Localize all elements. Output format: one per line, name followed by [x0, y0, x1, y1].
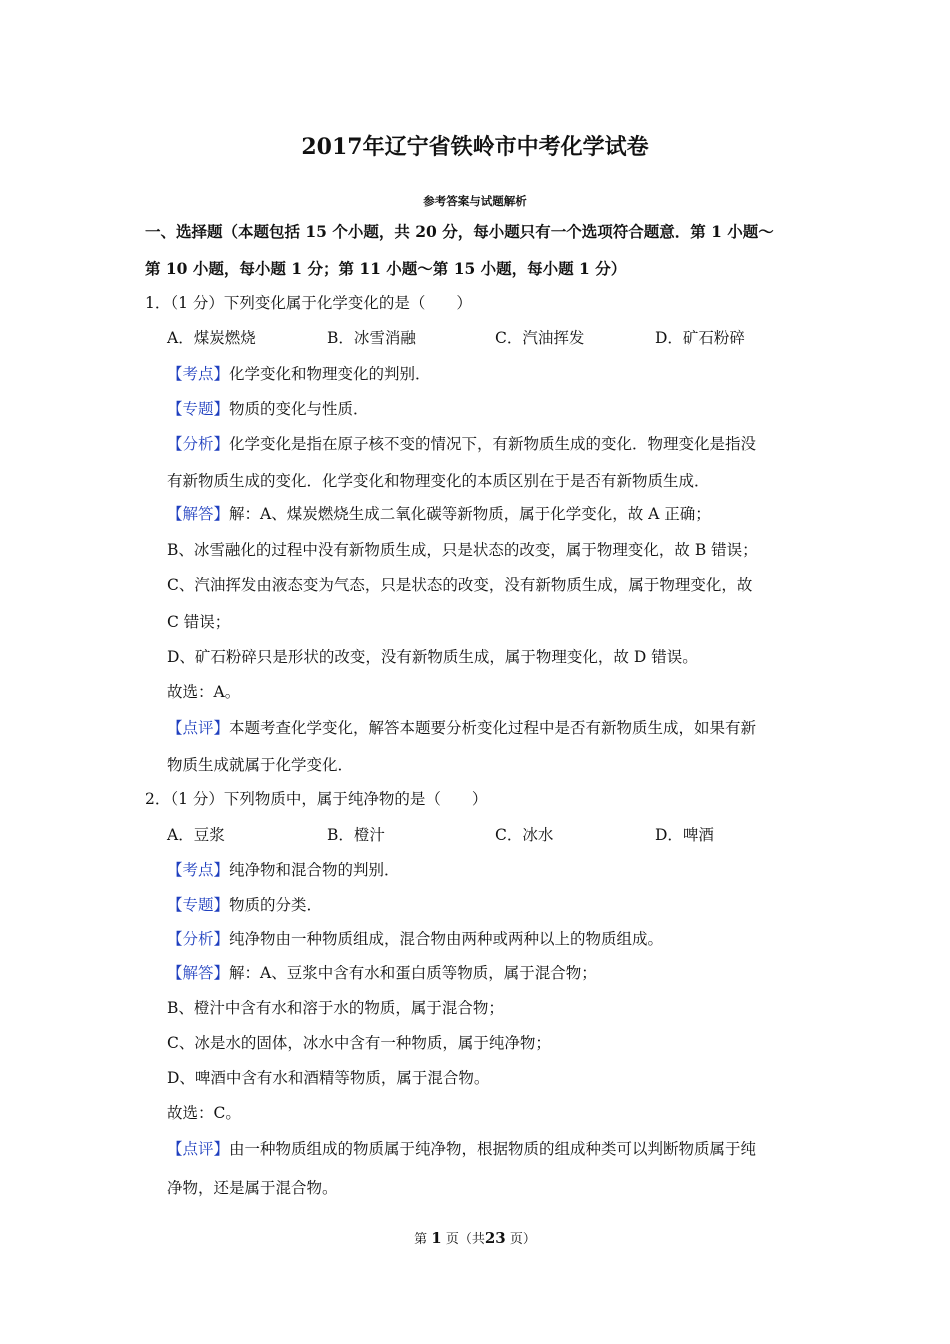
- q2-fenxi-tag: 【分析】: [167, 930, 230, 948]
- page-subtitle: 参考答案与试题解析: [423, 194, 527, 208]
- q2-answer: 故选：C。: [167, 1104, 241, 1122]
- q1-option-a: A．煤炭燃烧: [167, 329, 256, 347]
- q2-jieda-text-1: 解：A、豆浆中含有水和蛋白质等物质，属于混合物；: [229, 964, 597, 982]
- q2-zhuanti-text: 物质的分类．: [229, 896, 323, 914]
- q1-option-d: D．矿石粉碎: [655, 329, 745, 347]
- q1-jieda-text-1: 解：A、煤炭燃烧生成二氧化碳等新物质，属于化学变化，故 A 正确；: [229, 505, 711, 523]
- q1-jieda-text-5: D、矿石粉碎只是形状的改变，没有新物质生成，属于物理变化，故 D 错误。: [167, 648, 698, 666]
- q1-dianping: [167, 718, 756, 738]
- q2-dianping-text-2: 净物，还是属于混合物。: [167, 1179, 338, 1197]
- q1-jieda-tag: 【解答】: [167, 505, 230, 523]
- page-title: 2017年辽宁省铁岭市中考化学试卷: [301, 134, 649, 160]
- q2-option-c: C．冰水: [495, 826, 554, 844]
- q1-zhuanti-text: 物质的变化与性质．: [229, 400, 369, 418]
- q2-dianping: [167, 1139, 756, 1159]
- q1-stem: 1．（1 分）下列变化属于化学变化的是（ ）: [145, 294, 472, 312]
- footer-total-pages: 23: [484, 1229, 506, 1247]
- section-heading-line-2: 第 10 小题，每小题 1 分；第 11 小题～第 15 小题，每小题 1 分）: [145, 259, 627, 278]
- section-heading-line-1: 一、选择题（本题包括 15 个小题，共 20 分，每小题只有一个选项符合题意．第 1 小题～: [145, 222, 774, 241]
- q1-jieda-text-4: C 错误；: [167, 613, 231, 631]
- q1-fenxi-text-1: 化学变化是指在原子核不变的情况下，有新物质生成的变化．物理变化是指没: [229, 435, 757, 453]
- q1-dianping-tag: 【点评】: [167, 719, 230, 737]
- q1-jieda-text-2: B、冰雪融化的过程中没有新物质生成，只是状态的改变，属于物理变化，故 B 错误；: [167, 541, 758, 559]
- q2-kaodian-tag: 【考点】: [167, 861, 230, 879]
- q2-option-d: D．啤酒: [655, 826, 714, 844]
- q2-jieda-text-2: B、橙汁中含有水和溶于水的物质，属于混合物；: [167, 999, 504, 1017]
- page-footer: [0, 1228, 950, 1247]
- q1-zhuanti: [167, 399, 369, 419]
- q1-dianping-text-2: 物质生成就属于化学变化．: [167, 756, 354, 774]
- q2-option-b: B．橙汁: [327, 826, 385, 844]
- footer-page-number: 1: [431, 1229, 442, 1247]
- q1-fenxi-text-2: 有新物质生成的变化．化学变化和物理变化的本质区别在于是否有新物质生成．: [167, 472, 710, 490]
- q2-dianping-tag: 【点评】: [167, 1140, 230, 1158]
- q2-jieda-text-4: D、啤酒中含有水和酒精等物质，属于混合物。: [167, 1069, 490, 1087]
- q1-kaodian-text: 化学变化和物理变化的判别．: [229, 365, 431, 383]
- q1-kaodian: [167, 364, 431, 384]
- footer-middle: 页（共: [445, 1232, 485, 1247]
- q2-kaodian-text: 纯净物和混合物的判别．: [229, 861, 400, 879]
- q1-fenxi: [167, 434, 756, 454]
- q2-jieda-text-3: C、冰是水的固体，冰水中含有一种物质，属于纯净物；: [167, 1034, 551, 1052]
- q2-jieda: [167, 963, 597, 983]
- q2-zhuanti-tag: 【专题】: [167, 896, 230, 914]
- q2-stem: 2．（1 分）下列物质中，属于纯净物的是（ ）: [145, 790, 488, 808]
- q2-option-a: A．豆浆: [167, 826, 225, 844]
- q2-dianping-text-1: 由一种物质组成的物质属于纯净物，根据物质的组成种类可以判断物质属于纯: [229, 1140, 757, 1158]
- q2-kaodian: [167, 860, 400, 880]
- q2-fenxi: [167, 929, 663, 949]
- q1-jieda: [167, 504, 711, 524]
- q1-answer: 故选：A。: [167, 683, 241, 701]
- q1-zhuanti-tag: 【专题】: [167, 400, 230, 418]
- q2-fenxi-text-1: 纯净物由一种物质组成，混合物由两种或两种以上的物质组成。: [229, 930, 664, 948]
- q1-kaodian-tag: 【考点】: [167, 365, 230, 383]
- q1-fenxi-tag: 【分析】: [167, 435, 230, 453]
- q2-zhuanti: [167, 895, 322, 915]
- footer-prefix: 第: [414, 1232, 428, 1247]
- footer-suffix: 页）: [509, 1232, 536, 1247]
- q1-dianping-text-1: 本题考查化学变化，解答本题要分析变化过程中是否有新物质生成，如果有新: [229, 719, 757, 737]
- q1-option-c: C．汽油挥发: [495, 329, 585, 347]
- q1-jieda-text-3: C、汽油挥发由液态变为气态，只是状态的改变，没有新物质生成，属于物理变化，故: [167, 576, 753, 594]
- q2-jieda-tag: 【解答】: [167, 964, 230, 982]
- q1-option-b: B．冰雪消融: [327, 329, 416, 347]
